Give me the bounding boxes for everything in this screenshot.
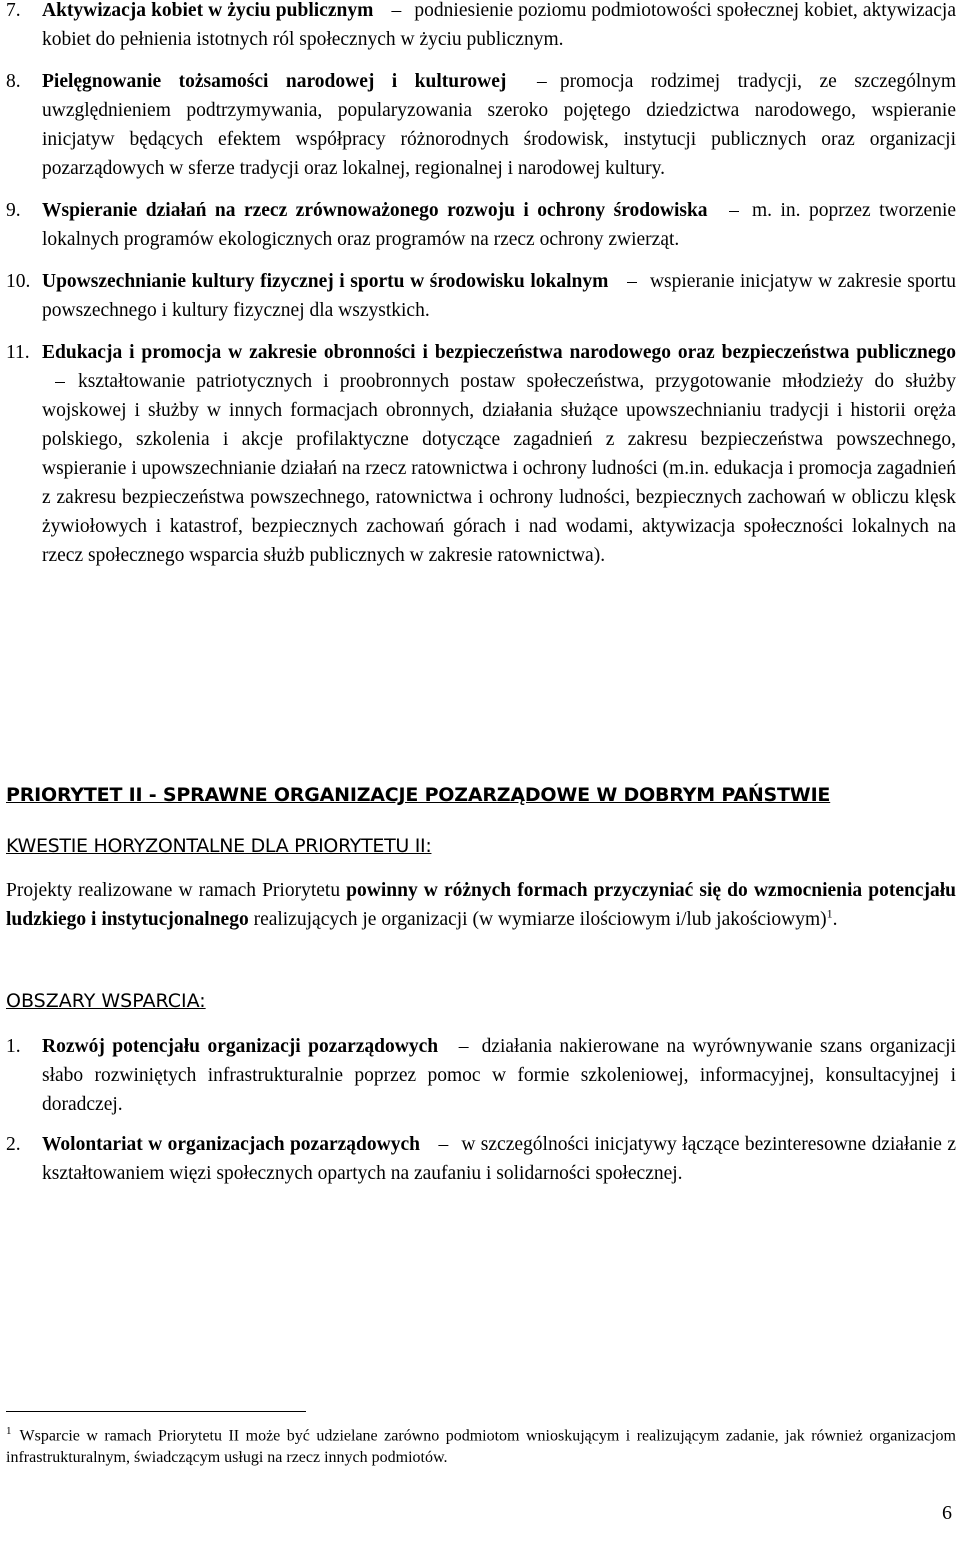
item-number: 2. bbox=[6, 1134, 21, 1155]
item-text: kształtowanie patriotycznych i proobronnych postaw społeczeństwa, przygotowanie młodzieży do służby wojskowej i służby w innych formacjach obronnych, działania służące upowszechnianiu tradycji i historii oręża polskiego, szkolenia i akcje profilaktyczne dotyczące zagadnień z zakresu bezpieczeństwa powszechnego, wspieranie i upowszechnianie działań na rzecz ratownictwa i ochrony ludności (m.in. edukacja i promocja zagadnień z zakresu bezpieczeństwa powszechnego, ratownictwa i ochrony ludności, bezpiecznych zachowań w obliczu klęsk żywiołowych i katastrof, bezpiecznych zachowań górach i nad wodami, aktywizacja społeczności lokalnych na rzecz społecznego wsparcia służb publicznych w zakresie ratownictwa). bbox=[42, 371, 956, 566]
item-number: 9. bbox=[6, 200, 21, 221]
item-title: Rozwój potencjału organizacji pozarządowych bbox=[42, 1036, 439, 1057]
dash: – bbox=[438, 1134, 449, 1155]
footnote bbox=[6, 1420, 956, 1469]
item-title: Edukacja i promocja w zakresie obronności i bezpieczeństwa narodowego oraz bezpieczeństwa publicznego bbox=[42, 342, 956, 363]
item-title: Wolontariat w organizacjach pozarządowych bbox=[42, 1134, 420, 1155]
horizontal-issues-heading: KWESTIE HORYZONTALNE DLA PRIORYTETU II: bbox=[6, 835, 432, 857]
item-text: w szczególności inicjatywy łączące bezinteresowne działanie z kształtowaniem więzi społecznych opartych na zaufaniu i solidarności społecznej. bbox=[42, 1134, 956, 1184]
footnote-number: 1 bbox=[6, 1425, 12, 1437]
dash: – bbox=[458, 1036, 469, 1057]
list-item bbox=[6, 67, 956, 183]
item-title: Upowszechnianie kultury fizycznej i sportu w środowisku lokalnym bbox=[42, 271, 609, 292]
item-title: Aktywizacja kobiet w życiu publicznym bbox=[42, 0, 374, 21]
intro-text-bold: powinny w różnych formach przyczyniać się do wzmocnienia potencjału ludzkiego i instytucjonalnego bbox=[6, 880, 957, 930]
item-title: Wspieranie działań na rzecz zrównoważonego rozwoju i ochrony środowiska bbox=[42, 200, 708, 221]
item-text: m. in. poprzez tworzenie lokalnych programów ekologicznych oraz programów na rzecz ochrony zwierząt. bbox=[42, 200, 957, 250]
item-text: wspieranie inicjatyw w zakresie sportu powszechnego i kultury fizycznej dla wszystkich. bbox=[42, 271, 957, 321]
dash: – bbox=[729, 200, 739, 221]
dash: – bbox=[55, 371, 65, 392]
dash: – bbox=[536, 71, 547, 92]
item-number: 11. bbox=[6, 342, 30, 363]
list-item bbox=[6, 338, 956, 570]
dash: – bbox=[627, 271, 637, 292]
priority-list-top bbox=[6, 0, 956, 583]
footnote-separator bbox=[6, 1411, 306, 1412]
dash: – bbox=[391, 0, 402, 21]
intro-paragraph bbox=[6, 876, 956, 934]
page-number: 6 bbox=[942, 1502, 952, 1524]
list-item bbox=[6, 267, 956, 325]
intro-period: . bbox=[832, 909, 838, 930]
list-item bbox=[6, 196, 956, 254]
intro-text-end: realizujących je organizacji (w wymiarze ilościowym i/lub jakościowym) bbox=[248, 909, 827, 930]
list-item bbox=[6, 1032, 956, 1119]
item-number: 7. bbox=[6, 0, 21, 21]
item-text: promocja rodzimej tradycji, ze szczególnym uwzględnieniem podtrzymywania, popularyzowania szeroko pojętego dziedzictwa narodowego, wspieranie inicjatyw będących efektem współpracy różnorodnych środowisk, instytucji publicznych oraz organizacji pozarządowych w sferze tradycji oraz lokalnej, regionalnej i narodowej kultury. bbox=[42, 71, 957, 179]
item-title: Pielęgnowanie tożsamości narodowej i kulturowej bbox=[42, 71, 507, 92]
support-areas-heading: OBSZARY WSPARCIA: bbox=[6, 990, 206, 1012]
list-item bbox=[6, 0, 956, 54]
list-item bbox=[6, 1130, 956, 1188]
item-number: 10. bbox=[6, 271, 31, 292]
priority-heading: PRIORYTET II - SPRAWNE ORGANIZACJE POZARZĄDOWE W DOBRYM PAŃSTWIE bbox=[6, 784, 831, 806]
item-text: działania nakierowane na wyrównywanie szans organizacji słabo rozwiniętych infrastrukturalnie poprzez pomoc w formie szkoleniowej, informacyjnej, konsultacyjnej i doradczej. bbox=[42, 1036, 956, 1115]
footnote-text: Wsparcie w ramach Priorytetu II może być udzielane zarówno podmiotom wnioskującym i realizującym zadanie, jak również organizacjom infrastrukturalnym, świadczącym usługi na rzecz innych podmiotów. bbox=[6, 1427, 956, 1467]
support-areas-list bbox=[6, 1032, 956, 1201]
intro-text-start: Projekty realizowane w ramach Priorytetu bbox=[6, 880, 347, 901]
item-text: podniesienie poziomu podmiotowości społecznej kobiet, aktywizacja kobiet do pełnienia istotnych ról społecznych w życiu publicznym. bbox=[42, 0, 956, 50]
footnote-reference[interactable]: 1 bbox=[826, 906, 833, 921]
item-number: 8. bbox=[6, 71, 21, 92]
item-number: 1. bbox=[6, 1036, 21, 1057]
